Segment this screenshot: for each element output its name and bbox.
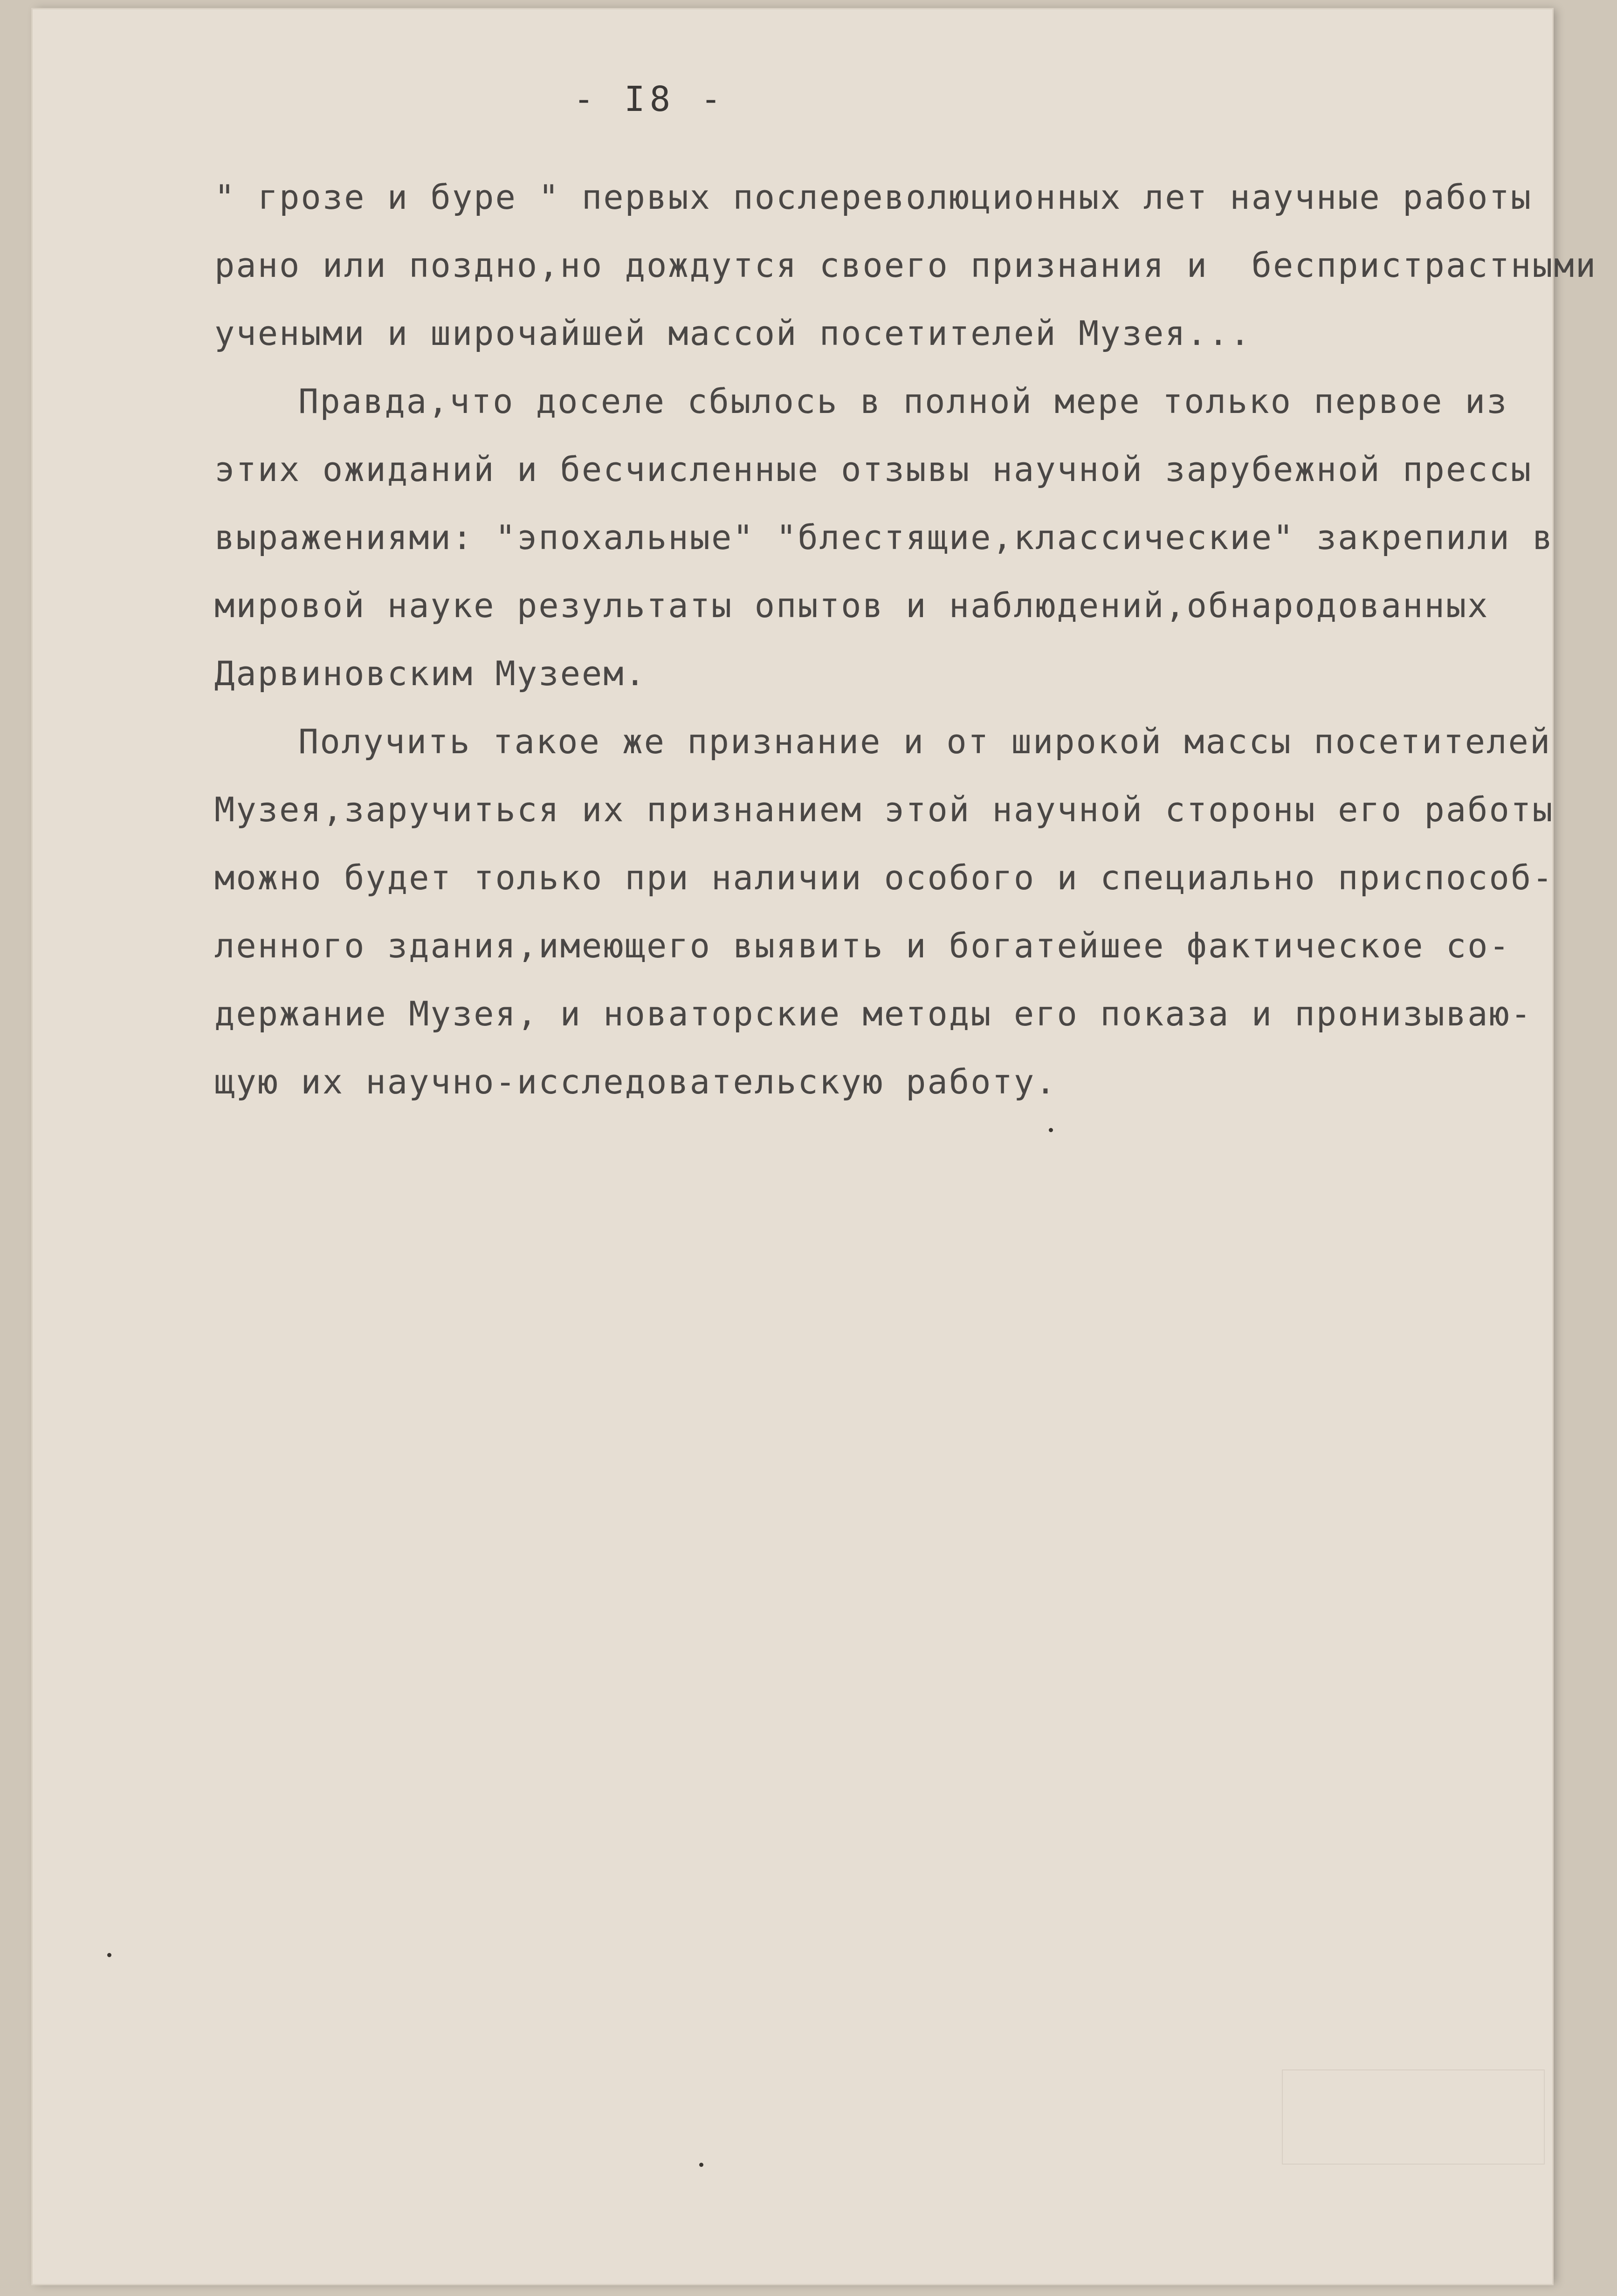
- text-line: Получить такое же признание и от широкой массы посетителей: [298, 722, 1552, 761]
- text-line: щую их научно-исследовательскую работу.: [214, 1062, 1057, 1101]
- text-line: этих ожиданий и бесчисленные отзывы научной зарубежной прессы: [214, 450, 1533, 489]
- text-line: Музея,заручиться их признанием этой научной стороны его работы: [214, 790, 1554, 829]
- speck: [1049, 1128, 1053, 1132]
- document-page: [33, 9, 1597, 2284]
- text-line: держание Музея, и новаторские методы его показа и пронизываю-: [214, 994, 1533, 1033]
- text-line: учеными и широчайшей массой посетителей Музея...: [214, 314, 1252, 353]
- speck: [107, 1953, 111, 1957]
- text-line: мировой науке результаты опытов и наблюдений,обнародованных: [214, 586, 1489, 625]
- page-number: - I8 -: [573, 79, 726, 119]
- text-line: Дарвиновским Музеем.: [214, 654, 647, 693]
- paragraph-2: [214, 367, 1576, 708]
- faded-stamp: [1282, 2069, 1545, 2165]
- speck: [699, 2163, 703, 2167]
- text-line: выражениями: "эпохальные" "блестящие,классические" закрепили в: [214, 518, 1554, 557]
- text-line: можно будет только при наличии особого и специально приспособ-: [214, 858, 1554, 897]
- text-line: рано или поздно,но дождутся своего признания и беспристрастными: [214, 246, 1597, 285]
- document-body: [214, 163, 1597, 1116]
- paragraph-3: [214, 708, 1576, 1116]
- text-line: ленного здания,имеющего выявить и богатейшее фактическое со-: [214, 926, 1511, 965]
- text-line: " грозе и буре " первых послереволюционных лет научные работы: [214, 178, 1533, 217]
- text-line: Правда,что доселе сбылось в полной мере только первое из: [298, 382, 1508, 421]
- paragraph-1: [214, 163, 1597, 367]
